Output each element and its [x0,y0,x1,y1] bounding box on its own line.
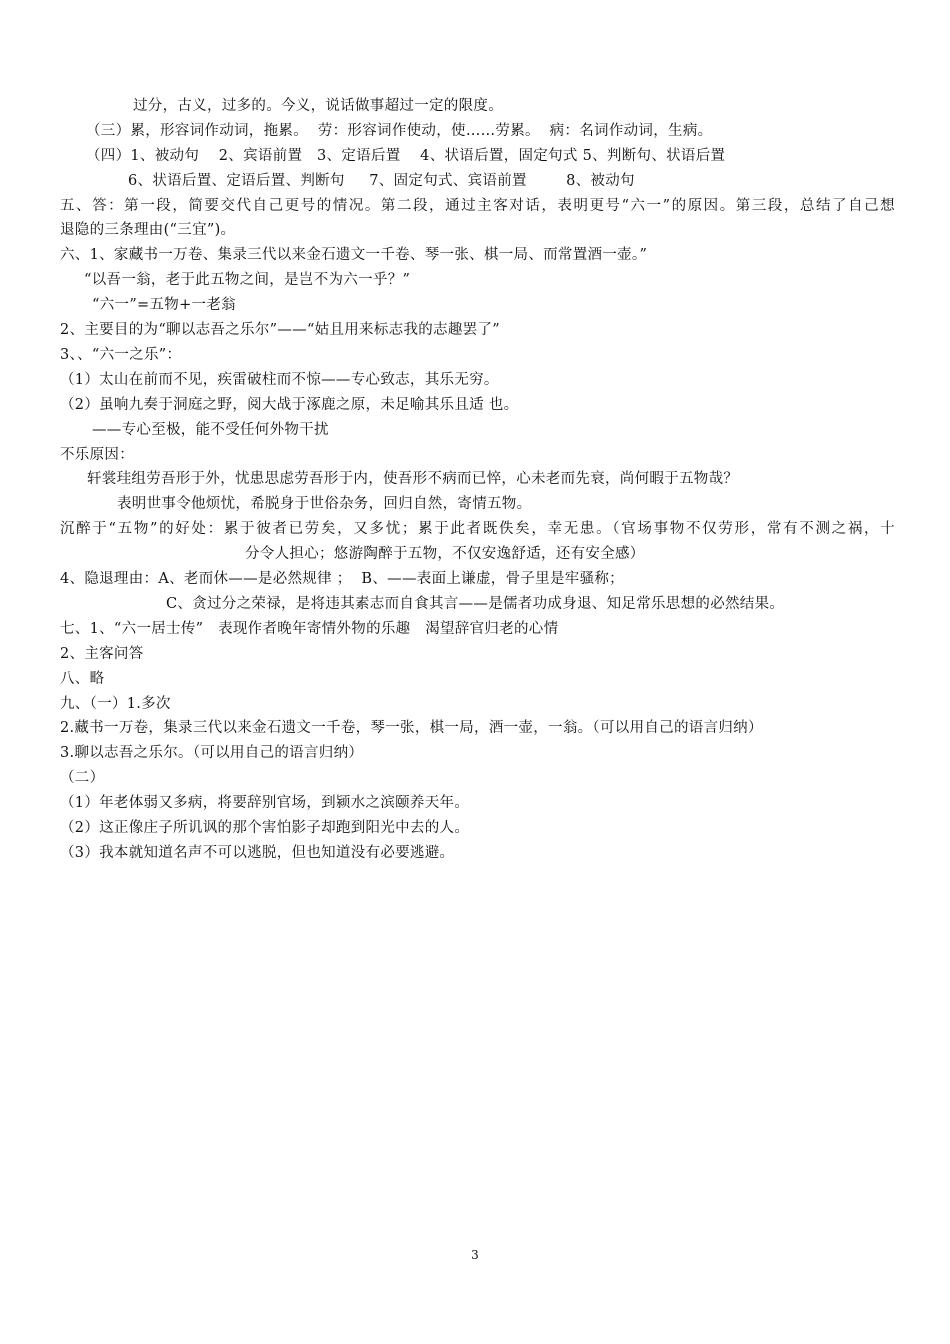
text-line: 分令人担心；悠游陶醉于五物，不仅安逸舒适，还有安全感） [245,546,645,562]
text-line: （1）太山在前而不见，疾雷破柱而不惊——专心致志，其乐无穷。 [60,372,499,388]
text-line: 3.聊以志吾之乐尔。（可以用自己的语言归纳） [60,745,364,761]
text-line: C、贪过分之荣禄，是将违其素志而自食其言——是儒者功成身退、知足常乐思想的必然结果。 [166,596,785,612]
text-line: 3、、“六一之乐”： [60,347,182,363]
text-line: 退隐的三条理由(“三宜”)。 [60,222,236,238]
text-line: 过分，古义，过多的。今义，说话做事超过一定的限度。 [133,98,503,114]
text-line: （四）1、被动句 2、宾语前置 3、定语后置 4、状语后置，固定句式 5、判断句、状语后置 [86,148,726,164]
page-number: 3 [471,1248,479,1262]
text-line: 轩裳珪组劳吾形于外，忧患思虑劳吾形于内，使吾形不病而已悴，心未老而先衰，尚何暇于五物哉？ [87,471,739,487]
text-line: 九、（一）1.多次 [60,696,171,712]
text-line: 沉醉于“五物”的好处：累于彼者已劳矣，又多忧；累于此者既佚矣，幸无患。（官场事物不仅劳形，常有不测之祸，十 [60,521,895,537]
text-line: ——专心至极，能不受任何外物干扰 [92,422,329,438]
text-line: 2、主要目的为“聊以志吾之乐尔”——“姑且用来标志我的志趣罢了” [60,322,500,338]
text-line: 表明世事令他烦忧，希脱身于世俗杂务，回归自然，寄情五物。 [117,496,532,512]
text-line: （2）虽响九奏于洞庭之野，阅大战于涿鹿之原，未足喻其乐且适 也。 [60,397,519,413]
text-line: 4、隐退理由：A、老而休——是必然规律 ； B、——表面上谦虚，骨子里是牢骚称； [60,571,624,587]
text-line: 2、主客问答 [60,646,144,662]
text-line: “以吾一翁，老于此五物之间，是岂不为六一乎？” [84,272,411,288]
text-line: 2.藏书一万卷，集录三代以来金石遗文一千卷，琴一张，棋一局，酒一壶，一翁。（可以用自己的语言归纳） [60,720,763,736]
text-line: 不乐原因： [60,447,134,463]
text-line: （二） [60,770,105,786]
text-line: （3）我本就知道名声不可以逃脱，但也知道没有必要逃避。 [60,845,455,861]
text-line: 五、答：第一段，简要交代自己更号的情况。第二段，通过主客对话，表明更号“六一”的原因。第三段，总结了自己想 [60,198,895,214]
text-line: 6、状语后置、定语后置、判断句 7、固定句式、宾语前置 8、被动句 [128,173,635,189]
text-line: （1）年老体弱又多病，将要辞别官场，到颍水之滨颐养天年。 [60,795,470,811]
text-line: （2）这正像庄子所讥讽的那个害怕影子却跑到阳光中去的人。 [60,820,470,836]
text-line: （三）累，形容词作动词，拖累。 劳：形容词作使动，使……劳累。 病：名词作动词，生病。 [86,123,713,139]
text-line: “六一”=五物+一老翁 [92,297,236,313]
text-line: 八、略 [60,671,105,687]
text-line: 六、1、家藏书一万卷、集录三代以来金石遗文一千卷、琴一张、棋一局、而常置酒一壶。” [60,247,648,263]
text-line: 七、1、“六一居士传” 表现作者晚年寄情外物的乐趣 渴望辞官归老的心情 [60,621,559,637]
